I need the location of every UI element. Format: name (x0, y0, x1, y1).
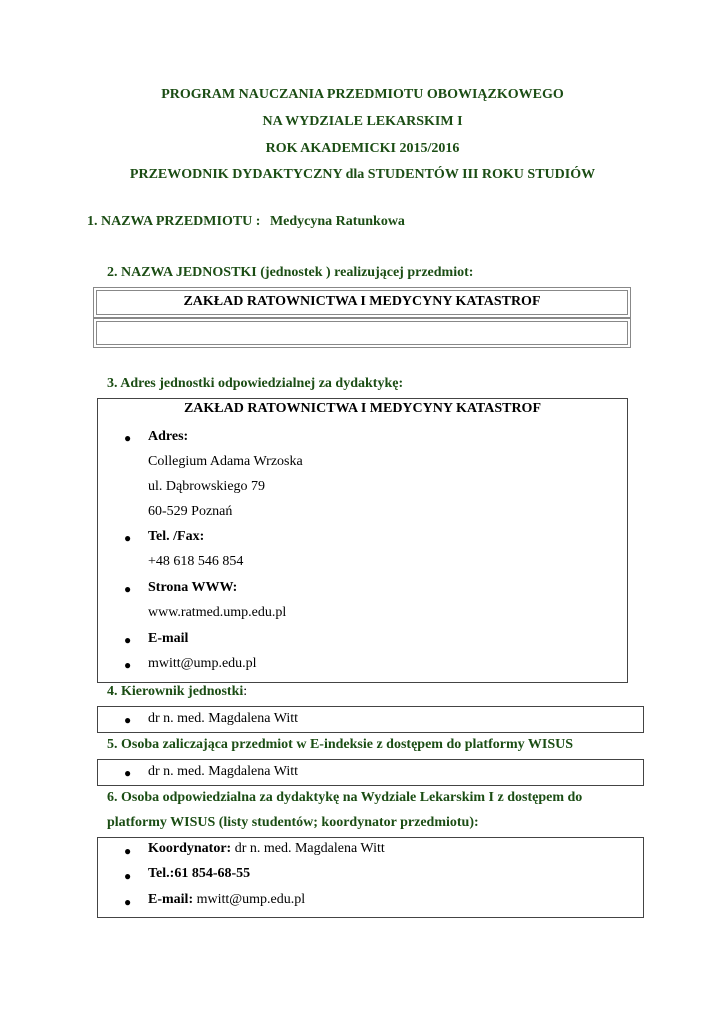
tel-label: Tel. /Fax: (148, 529, 205, 544)
bullet-icon: ● (124, 895, 132, 909)
coordinator-email-line (148, 892, 305, 908)
coordinator-email-label: E-mail: (148, 892, 194, 907)
bullet-icon: ● (124, 531, 132, 545)
bullet-icon: ● (124, 633, 132, 647)
email-link[interactable]: mwitt@ump.edu.pl (148, 656, 257, 671)
section-5-label: 5. Osoba zaliczająca przedmiot w E-indeksie z dostępem do platformy WISUS (107, 737, 573, 752)
grader-box (97, 759, 644, 786)
section-4-colon: : (243, 684, 248, 699)
address-line-3: 60-529 Poznań (148, 504, 233, 519)
title-line-2: NA WYDZIALE LEKARSKIM I (262, 114, 463, 129)
coordinator-tel: Tel.:61 854-68-55 (148, 866, 251, 881)
section-2-label: 2. NAZWA JEDNOSTKI (jednostek ) realizującej przedmiot: (107, 265, 474, 280)
title-line-3: ROK AKADEMICKI 2015/2016 (265, 141, 460, 156)
subject-name: Medycyna Ratunkowa (269, 214, 405, 229)
bullet-icon: ● (124, 658, 132, 672)
bullet-icon: ● (124, 431, 132, 445)
coordinator-box (97, 837, 644, 918)
bullet-icon: ● (124, 766, 132, 780)
title-line-1: PROGRAM NAUCZANIA PRZEDMIOTU OBOWIĄZKOWEGO (161, 87, 564, 102)
section-3-label: 3. Adres jednostki odpowiedzialnej za dydaktykę: (107, 376, 404, 391)
bullet-icon: ● (124, 582, 132, 596)
bullet-icon: ● (124, 713, 132, 727)
section-1 (87, 214, 405, 230)
head-box (97, 706, 644, 733)
section-4 (107, 684, 247, 700)
coordinator-label: Koordynator: (148, 841, 232, 856)
unit-name-cell (93, 287, 631, 318)
title-line-4: PRZEWODNIK DYDAKTYCZNY dla STUDENTÓW III ROKU STUDIÓW (129, 167, 596, 182)
bullet-icon: ● (124, 869, 132, 883)
grader-person: dr n. med. Magdalena Witt (148, 764, 299, 779)
address-box (97, 398, 628, 683)
section-6-label-line-1: 6. Osoba odpowiedzialna za dydaktykę na Wydziale Lekarskim I z dostępem do (107, 790, 583, 805)
address-line-2: ul. Dąbrowskiego 79 (148, 479, 266, 494)
coordinator-line (148, 841, 385, 857)
section-1-label: 1. NAZWA PRZEDMIOTU : (87, 214, 261, 229)
section-6-label-line-2: platformy WISUS (listy studentów; koordynator przedmiotu): (107, 815, 479, 830)
address-label: Adres: (148, 429, 189, 444)
www-label: Strona WWW: (148, 580, 238, 595)
coordinator-email[interactable]: mwitt@ump.edu.pl (193, 892, 306, 907)
coordinator-name: dr n. med. Magdalena Witt (231, 841, 385, 856)
bullet-icon: ● (124, 844, 132, 858)
www-link[interactable]: www.ratmed.ump.edu.pl (148, 605, 287, 620)
tel-value: +48 618 546 854 (148, 554, 244, 569)
unit-name: ZAKŁAD RATOWNICTWA I MEDYCYNY KATASTROF (183, 294, 541, 309)
address-line-1: Collegium Adama Wrzoska (148, 454, 303, 469)
address-unit-name: ZAKŁAD RATOWNICTWA I MEDYCYNY KATASTROF (183, 401, 542, 416)
email-label: E-mail (148, 631, 189, 646)
head-person: dr n. med. Magdalena Witt (148, 711, 299, 726)
section-4-label: 4. Kierownik jednostki (107, 684, 244, 699)
unit-empty-cell (93, 318, 631, 348)
